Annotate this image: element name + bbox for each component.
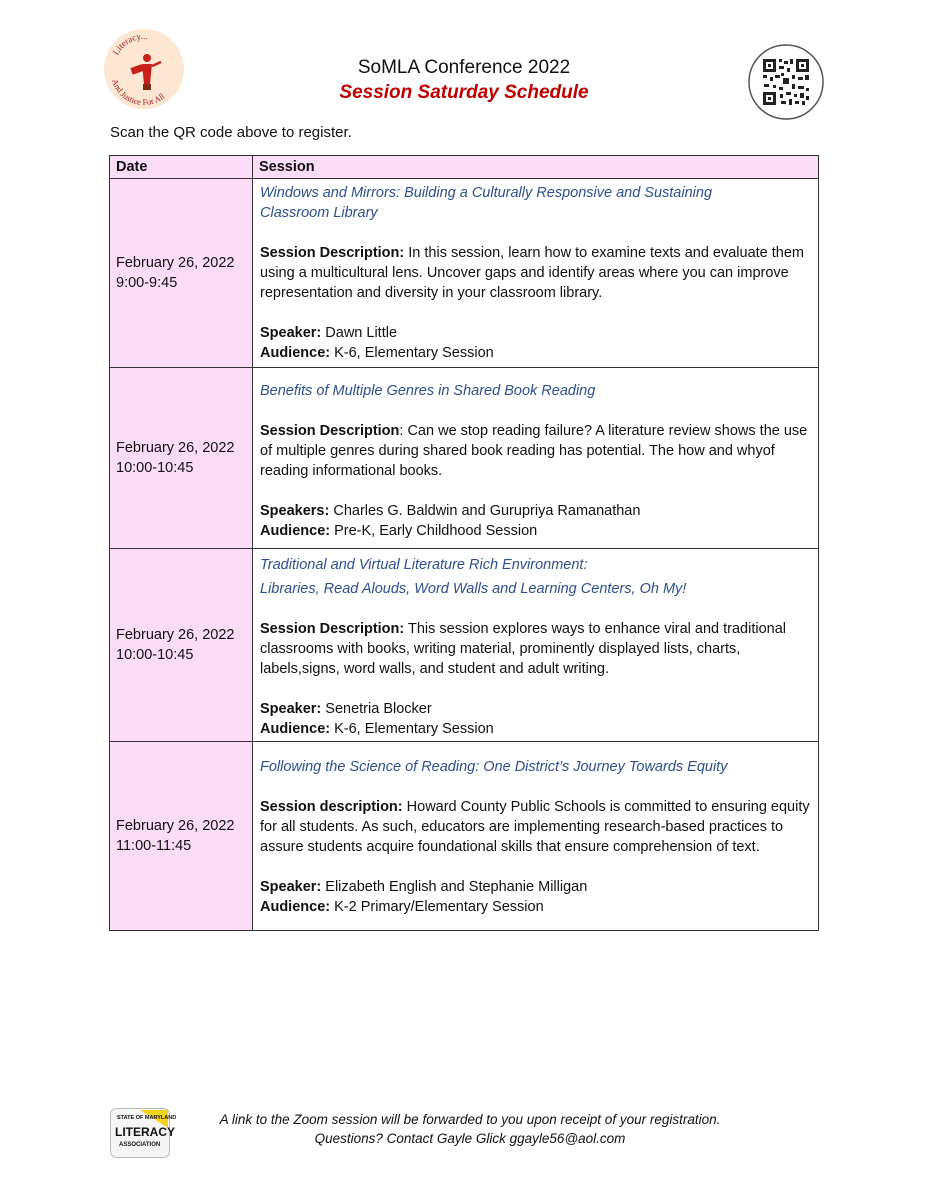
session-time: 9:00-9:45 (116, 275, 178, 291)
session-time: 11:00-11:45 (116, 838, 192, 854)
description-label: Session Description (260, 423, 400, 439)
audience-text: K-2 Primary/Elementary Session (330, 899, 544, 915)
session-title: Benefits of Multiple Genres in Shared Book Reading (260, 383, 596, 399)
session-title: Windows and Mirrors: Building a Culturally Responsive and Sustaining (260, 185, 713, 201)
session-date: February 26, 2022 (116, 627, 235, 643)
date-cell (110, 179, 253, 368)
footer-line-1: A link to the Zoom session will be forwarded to you upon receipt of your registration. (219, 1112, 721, 1127)
session-date: February 26, 2022 (116, 818, 235, 834)
description-label: Session Description: (260, 621, 405, 637)
description-label: Session description: (260, 799, 403, 815)
audience-text: Pre-K, Early Childhood Session (330, 523, 538, 539)
footer-line-2[interactable]: Questions? Contact Gayle Glick ggayle56@aol.com (314, 1131, 626, 1146)
audience-label: Audience: (260, 345, 331, 361)
session-description (260, 243, 812, 303)
conference-title: SoMLA Conference 2022 (357, 57, 571, 78)
session-description (260, 797, 812, 857)
footer-logo-line2: LITERACY (115, 1125, 175, 1139)
session-audience (260, 897, 812, 917)
description-text: This session explores ways to enhance viral and traditional classrooms with books, writing material, prominently displayed lists, charts, labels,signs, word walls, and student and adult writing. (260, 621, 787, 677)
session-cell (253, 368, 819, 549)
schedule-title: Session Saturday Schedule (339, 82, 589, 103)
audience-label: Audience: (260, 721, 331, 737)
session-audience (260, 521, 812, 541)
footer-logo-line1: STATE OF MARYLAND (117, 1115, 177, 1121)
session-cell (253, 549, 819, 742)
session-cell (253, 742, 819, 931)
description-text: Howard County Public Schools is committed to ensuring equity for all students. As such, educators are implementing research-based practices to assure students acquire foundational skills that ensure comprehension of text. (260, 799, 810, 855)
header-session: Session (253, 156, 819, 179)
session-audience (260, 719, 812, 739)
msla-logo-icon (110, 1108, 177, 1158)
session-date: February 26, 2022 (116, 440, 235, 456)
session-cell (253, 179, 819, 368)
audience-label: Audience: (260, 523, 331, 539)
literacy-justice-logo (103, 28, 185, 110)
logo-text-top: Literacy... (110, 30, 149, 57)
session-speaker (260, 877, 812, 897)
scan-note: Scan the QR code above to register. (110, 124, 352, 141)
speaker-label: Speaker: (260, 701, 322, 717)
description-label: Session Description: (260, 245, 405, 261)
session-description (260, 421, 812, 481)
date-cell (110, 368, 253, 549)
audience-label: Audience: (260, 899, 331, 915)
logo-text-bottom: And Justice For All (110, 77, 167, 108)
speaker-label: Speaker: (260, 879, 322, 895)
speaker-text: Charles G. Baldwin and Gurupriya Ramanathan (329, 503, 641, 519)
audience-text: K-6, Elementary Session (330, 721, 494, 737)
speaker-text: Senetria Blocker (321, 701, 432, 717)
description-text: : Can we stop reading failure? A literature review shows the use of multiple genres during shared book reading has potential. The how and whyof reading informational books. (260, 423, 808, 479)
session-speaker (260, 699, 812, 719)
table-row (110, 368, 819, 549)
session-speaker (260, 501, 812, 521)
session-date: February 26, 2022 (116, 255, 235, 271)
table-row (110, 179, 819, 368)
title-block (280, 57, 648, 104)
date-cell (110, 742, 253, 931)
session-time: 10:00-10:45 (116, 647, 194, 663)
footer-logo-line3: ASSOCIATION (119, 1142, 161, 1148)
session-description (260, 619, 812, 679)
speaker-label: Speakers: (260, 503, 330, 519)
speaker-text: Dawn Little (321, 325, 398, 341)
session-title: Following the Science of Reading: One District’s Journey Towards Equity (260, 759, 728, 775)
session-audience (260, 343, 812, 363)
audience-text: K-6, Elementary Session (330, 345, 494, 361)
session-time: 10:00-10:45 (116, 460, 194, 476)
speaker-text: Elizabeth English and Stephanie Milligan (321, 879, 588, 895)
table-header-row (110, 156, 819, 179)
footer-note (180, 1110, 760, 1148)
header-date: Date (110, 156, 253, 179)
session-title: Classroom Library (260, 205, 378, 221)
description-text: In this session, learn how to examine texts and evaluate them using a multicultural lens. Uncover gaps and identify areas where you can improve representation and diversity in your classroom library. (260, 245, 805, 301)
speaker-label: Speaker: (260, 325, 322, 341)
session-title: Libraries, Read Alouds, Word Walls and Learning Centers, Oh My! (260, 581, 687, 597)
session-speaker (260, 323, 812, 343)
schedule-table (109, 155, 819, 931)
session-title: Traditional and Virtual Literature Rich Environment: (260, 557, 588, 573)
date-cell (110, 549, 253, 742)
table-row (110, 742, 819, 931)
table-row (110, 549, 819, 742)
qr-code-icon[interactable] (748, 44, 824, 120)
